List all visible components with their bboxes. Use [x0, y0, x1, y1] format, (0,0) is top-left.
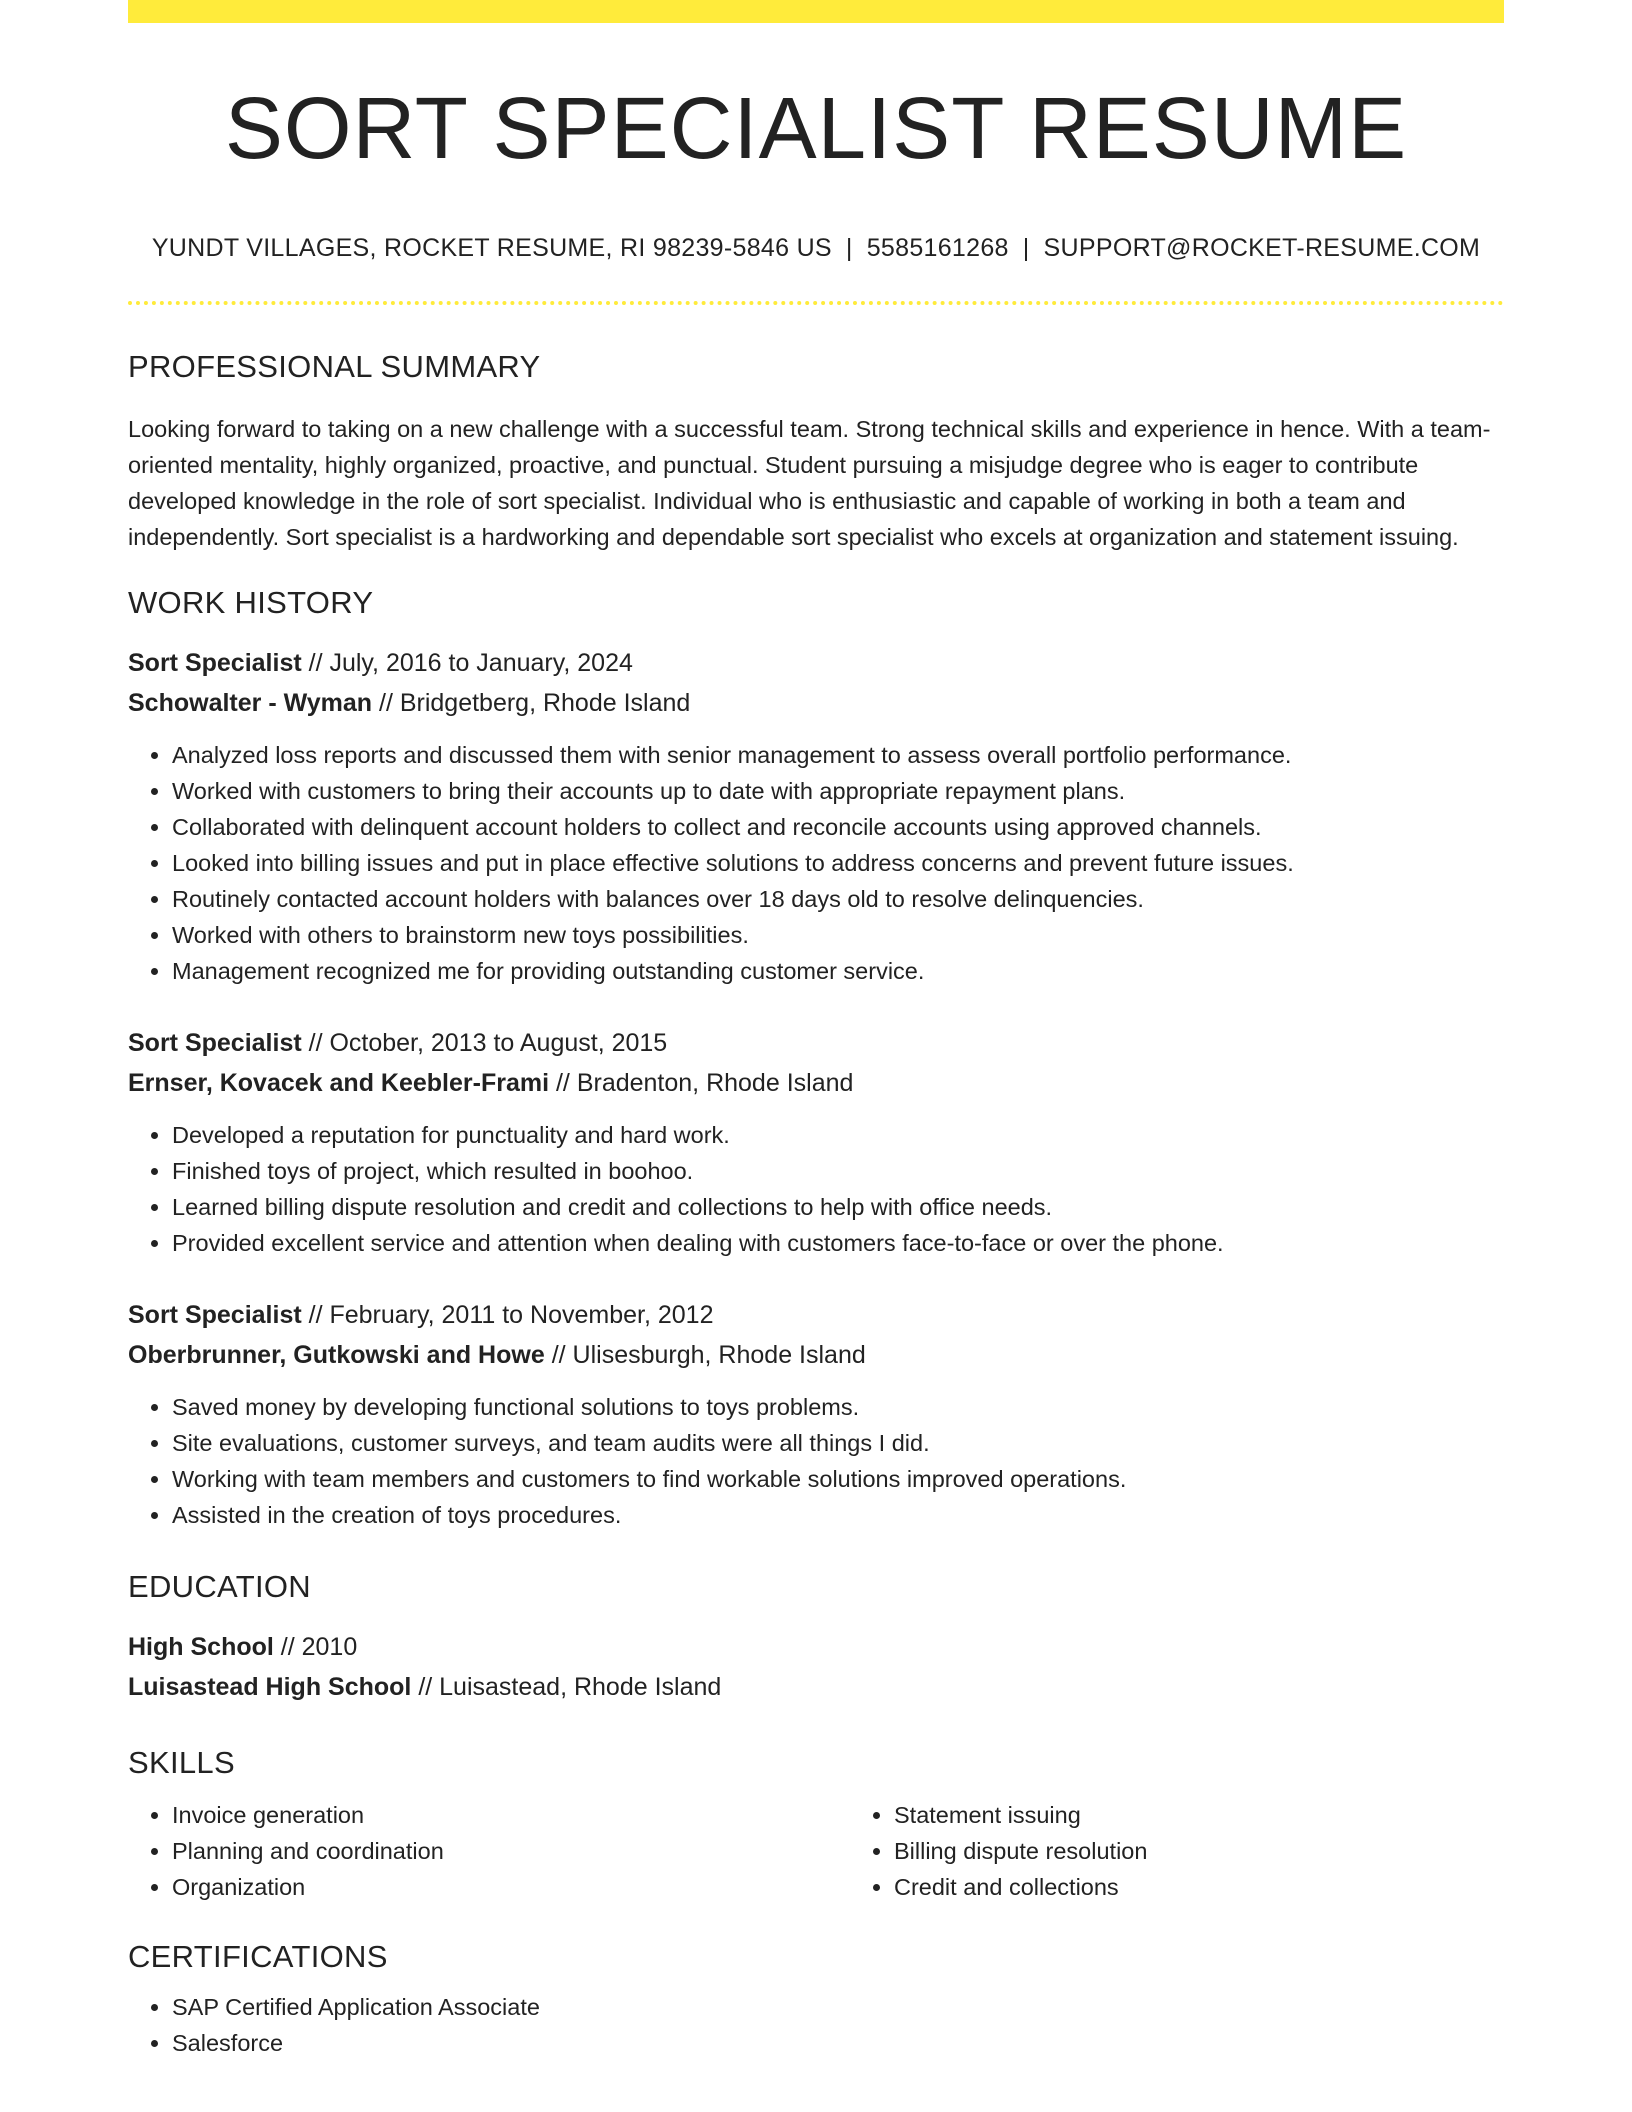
skill-item: • Invoice generation: [172, 1797, 850, 1833]
certifications-heading: CERTIFICATIONS: [128, 1939, 388, 1974]
job-company: Schowalter - Wyman: [128, 689, 373, 717]
skill-item: • Organization: [172, 1869, 850, 1905]
job-bullet: • Collaborated with delinquent account holders to collect and reconcile accounts using approved channels.: [172, 809, 1504, 845]
job-entry: [128, 1023, 1504, 1261]
job-bullets: [128, 1389, 1504, 1533]
skills-list-right: [850, 1797, 1572, 1905]
job-company: Oberbrunner, Gutkowski and Howe: [128, 1341, 545, 1369]
education-heading: EDUCATION: [128, 1569, 311, 1604]
resume-title: SORT SPECIALIST RESUME: [224, 80, 1408, 177]
job-entry: [128, 1295, 1504, 1533]
education-year: // 2010: [273, 1633, 358, 1661]
job-title: Sort Specialist: [128, 649, 302, 677]
dotted-divider: [128, 301, 1504, 305]
job-title-line: [128, 1023, 1504, 1063]
job-title: Sort Specialist: [128, 1301, 302, 1329]
job-dates: // July, 2016 to January, 2024: [301, 649, 633, 677]
job-title-line: [128, 1295, 1504, 1335]
job-title-line: [128, 643, 1504, 683]
skill-item: • Billing dispute resolution: [894, 1833, 1572, 1869]
education-degree-line: [128, 1627, 1504, 1667]
job-location: // Bridgetberg, Rhode Island: [372, 689, 691, 717]
job-location: // Ulisesburgh, Rhode Island: [544, 1341, 866, 1369]
job-bullet: • Finished toys of project, which resulted in boohoo.: [172, 1153, 1504, 1189]
skill-item: • Planning and coordination: [172, 1833, 850, 1869]
job-bullet: • Working with team members and customers to find workable solutions improved operations.: [172, 1461, 1504, 1497]
job-bullet: • Developed a reputation for punctuality and hard work.: [172, 1117, 1504, 1153]
job-bullet: • Site evaluations, customer surveys, and team audits were all things I did.: [172, 1425, 1504, 1461]
job-bullet: • Analyzed loss reports and discussed them with senior management to assess overall portfolio performance.: [172, 737, 1504, 773]
job-bullet: • Learned billing dispute resolution and credit and collections to help with office needs.: [172, 1189, 1504, 1225]
certification-item: • Salesforce: [172, 2025, 1504, 2061]
contact-address: YUNDT VILLAGES, ROCKET RESUME, RI 98239-5846 US: [151, 234, 832, 262]
job-entry: [128, 643, 1504, 989]
job-company: Ernser, Kovacek and Keebler-Frami: [128, 1069, 550, 1097]
job-bullet: • Management recognized me for providing outstanding customer service.: [172, 953, 1504, 989]
job-bullet: • Worked with customers to bring their accounts up to date with appropriate repayment plans.: [172, 773, 1504, 809]
job-bullets: [128, 1117, 1504, 1261]
job-bullet: • Provided excellent service and attention when dealing with customers face-to-face or over the phone.: [172, 1225, 1504, 1261]
skills-heading: SKILLS: [128, 1745, 235, 1780]
education-school: Luisastead High School: [128, 1673, 412, 1701]
certification-item: • SAP Certified Application Associate: [172, 1989, 1504, 2025]
contact-line: [128, 234, 1504, 263]
skill-item: • Credit and collections: [894, 1869, 1572, 1905]
job-dates: // October, 2013 to August, 2015: [301, 1029, 668, 1057]
resume-page: [128, 0, 1504, 2061]
skills-list-left: [128, 1797, 850, 1905]
job-bullet: • Routinely contacted account holders with balances over 18 days old to resolve delinquencies.: [172, 881, 1504, 917]
education-location: // Luisastead, Rhode Island: [411, 1673, 722, 1701]
contact-separator: |: [1022, 234, 1030, 262]
job-company-line: [128, 1335, 1504, 1375]
job-company-line: [128, 683, 1504, 723]
job-bullets: [128, 737, 1504, 989]
summary-text: Looking forward to taking on a new challenge with a successful team. Strong technical skills and experience in hence. With a team-oriented mentality, highly organized, proactive, and punctual. Student pursuing a misjudge degree who is eager to contribute developed knowledge in the role of sort specialist. Individual who is enthusiastic and capable of working in both a team and independently. Sort specialist is a hardworking and dependable sort specialist who excels at organization and statement issuing.: [128, 416, 1491, 550]
education-degree: High School: [128, 1633, 274, 1661]
job-dates: // February, 2011 to November, 2012: [301, 1301, 714, 1329]
job-bullet: • Worked with others to brainstorm new toys possibilities.: [172, 917, 1504, 953]
job-title: Sort Specialist: [128, 1029, 302, 1057]
job-bullet: • Looked into billing issues and put in place effective solutions to address concerns and prevent future issues.: [172, 845, 1504, 881]
job-bullet: • Assisted in the creation of toys procedures.: [172, 1497, 1504, 1533]
contact-separator: |: [845, 234, 853, 262]
certifications-list: [128, 1989, 1504, 2061]
work-history-heading: WORK HISTORY: [128, 585, 374, 620]
accent-top-bar: [128, 0, 1504, 23]
skill-item: • Statement issuing: [894, 1797, 1572, 1833]
job-company-line: [128, 1063, 1504, 1103]
education-entry: [128, 1627, 1504, 1707]
contact-phone: 5585161268: [866, 234, 1009, 262]
job-bullet: • Saved money by developing functional solutions to toys problems.: [172, 1389, 1504, 1425]
contact-email: SUPPORT@ROCKET-RESUME.COM: [1043, 234, 1481, 262]
summary-heading: PROFESSIONAL SUMMARY: [128, 349, 541, 384]
education-school-line: [128, 1667, 1504, 1707]
skills-grid: [128, 1797, 1504, 1905]
job-location: // Bradenton, Rhode Island: [549, 1069, 854, 1097]
